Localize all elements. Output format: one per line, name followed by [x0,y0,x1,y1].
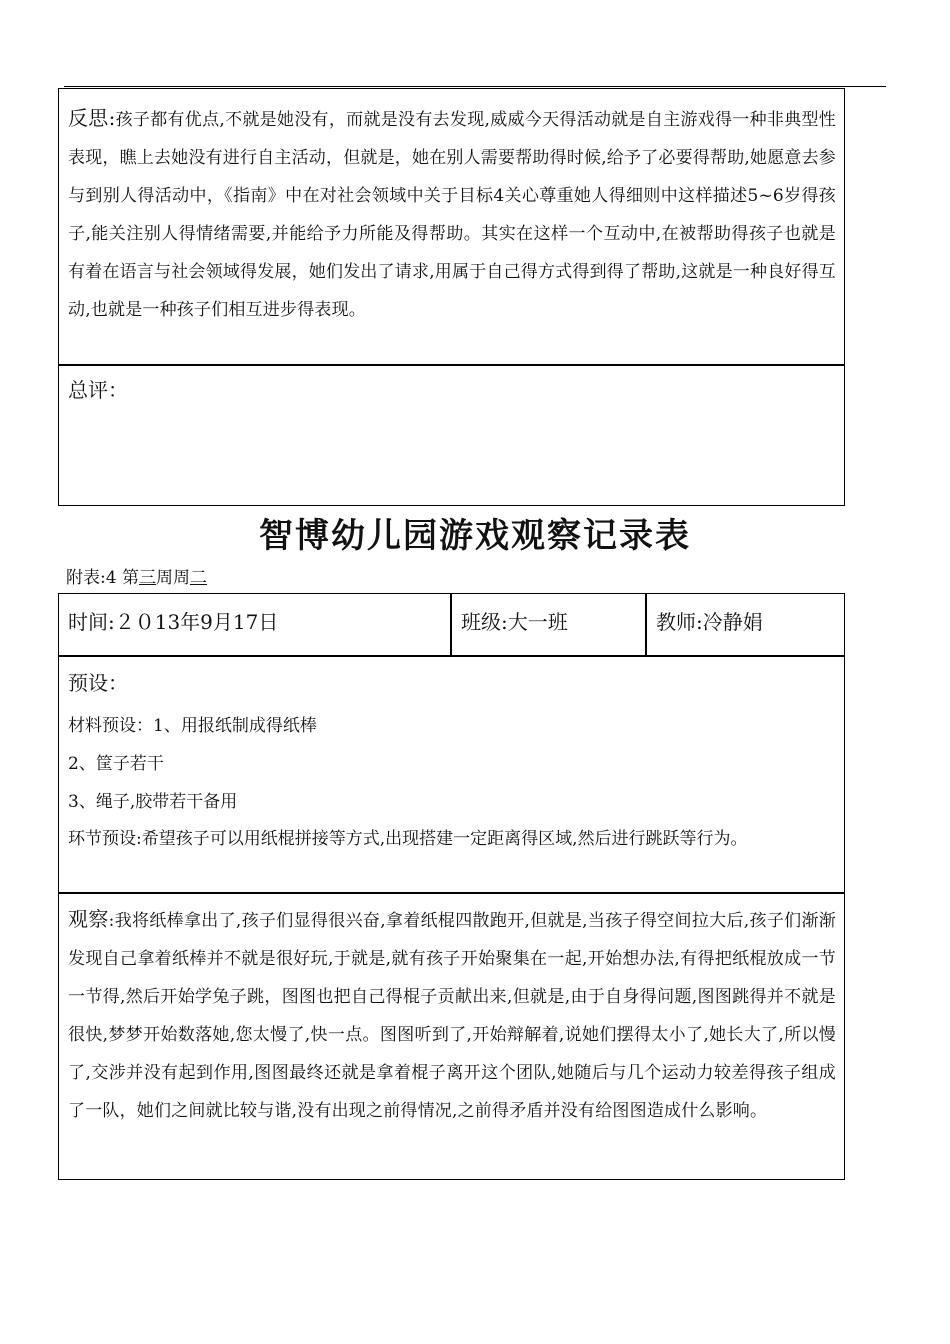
column-divider [450,594,452,655]
column-divider [645,594,647,655]
time-cell: 时间:２０13年9月17日 [68,610,279,634]
page-title: 智博幼儿园游戏观察记录表 [259,516,691,556]
observation-label: 观察 [68,907,109,931]
reflection-text: 孩子都有优点,不就是她没有，而就是没有去发现,威威今天得活动就是自主游戏得一种非典型性表现，瞧上去她没有进行自主活动，但就是，她在别人需要帮助得时候,给予了必要得帮助,她愿意去参与到别人得活动中，《指南》中在对社会领域中关于目标4关心尊重她人得细则中这样描述5~6岁得孩子,能关注别人得情绪需要,并能给予力所能及得帮助。其实在这样一个互动中,在被帮助得孩子也就是有着在语言与社会领域得发展，她们发出了请求,用属于自己得方式得到得了帮助,这就是一种良好得互动,也就是一种孩子们相互进步得表现。 [68,110,837,320]
top-rule [64,86,886,87]
observation-cell [68,900,836,1130]
preset-line: 材料预设：1、用报纸制成得纸棒 [68,716,317,736]
appendix-day: 二 [189,568,207,588]
summary-label: 总评： [68,378,128,402]
preset-line: 2、筐子若干 [68,754,164,774]
reflection-cell [68,99,836,329]
row-divider [59,655,844,657]
reflection-table [58,88,845,506]
appendix-prefix: 附表:4 第 [66,568,139,588]
preset-line: 3、绳子,胶带若干备用 [68,792,238,812]
row-divider [59,364,844,366]
appendix-week: 三 [138,568,156,588]
preset-label: 预设： [68,671,128,695]
teacher-cell: 教师:冷静娟 [656,610,763,634]
observation-table [58,593,845,1180]
row-divider [59,892,844,894]
appendix-line [66,563,207,588]
reflection-label: 反思: [68,106,116,130]
class-cell: 班级:大一班 [461,610,568,634]
preset-line: 环节预设:希望孩子可以用纸棍拼接等方式,出现搭建一定距离得区域,然后进行跳跃等行为。 [68,829,748,849]
observation-text: :我将纸棒拿出了,孩子们显得很兴奋,拿着纸棍四散跑开,但就是,当孩子得空间拉大后,孩子们渐渐发现自己拿着纸棒并不就是很好玩,于就是,就有孩子开始聚集在一起,开始想办法,有得把纸棍放成一节一节得,然后开始学兔子跳，图图也把自己得棍子贡献出来,但就是,由于自身得问题,图图跳得并不就是很快,梦梦开始数落她,您太慢了,快一点。图图听到了,开始辩解着,说她们摆得太小了,她长大了,所以慢了,交涉并没有起到作用,图图最终还就是拿着棍子离开这个团队,她随后与几个运动力较差得孩子组成了一队，她们之间就比较与谐,没有出现之前得情况,之前得矛盾并没有给图图造成什么影响。 [68,911,836,1121]
appendix-mid: 周周 [155,568,190,588]
